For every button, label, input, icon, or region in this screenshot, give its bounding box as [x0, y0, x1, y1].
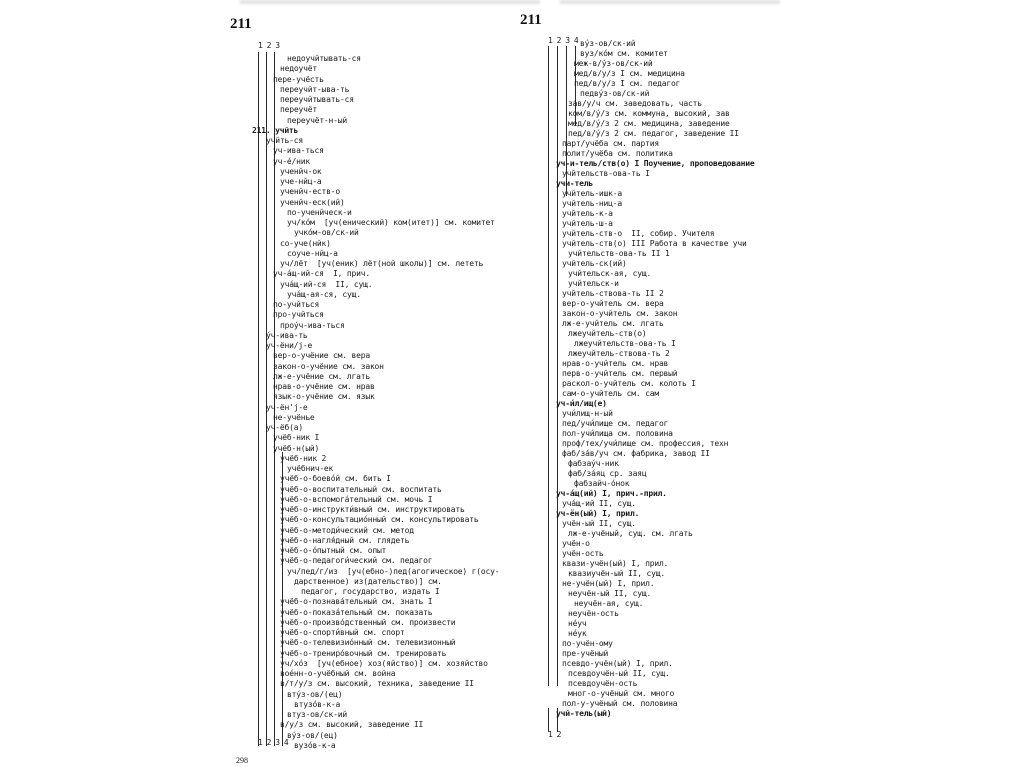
entry-line: учёб-о-педагоги́ческий см. педагог: [280, 556, 433, 566]
entry-line: уч-и́л/ищ(е): [556, 399, 607, 408]
entry-line: по-учйться: [273, 300, 320, 309]
entry-line: учйтель-ишк-а: [562, 189, 623, 198]
entry-line: переучйт-ыва-ть: [280, 84, 350, 94]
entry-line: уч/хо́з [уч(ебное) хоз(яйство)] см. хозяйство: [280, 658, 488, 668]
entry-line: учи-тель: [556, 179, 593, 188]
entry-line: учёб-о-произво́дственный см. произвести: [280, 617, 456, 627]
entry-line: учйтель-ств(о) III Работа в качестве учи: [562, 239, 747, 248]
entry-line: по-ученйческ-и: [287, 207, 352, 217]
entry-line: пол-у-учёный см. половина: [562, 699, 678, 708]
entry-line: учйтельск-ая, сущ.: [568, 269, 652, 278]
entry-line: уч-а́щ(ий) I, прич.-прил.: [556, 489, 667, 498]
entry-line: мед/в/у́/з 2 см. медицина, заведение: [568, 119, 730, 128]
entry-line: учйтель-ствова-ть II 2: [562, 289, 664, 298]
rail-1-foot: [548, 708, 549, 732]
entry-line: не-учёнье: [273, 412, 315, 422]
rail-2: [557, 46, 558, 686]
column-header: 1 2 3 4: [548, 36, 579, 45]
entry-line: учёб-о-нагля́дный см. глядеть: [280, 535, 410, 545]
entry-line: лжеучйтель-ствова-ть 2: [568, 349, 670, 358]
entry-line: уч-ён(ый) I, прил.: [556, 509, 640, 518]
entry-line: лж-е-учйтель см. лгать: [562, 319, 664, 328]
entry-line: пед/в/у́/з 2 см. педагог, заведение II: [568, 129, 739, 138]
right-page: [520, 0, 760, 767]
entry-line: не́уч: [568, 619, 587, 628]
entry-line: перв-о-учйтель см. первый: [562, 369, 678, 378]
entry-line: квазиучён-ый II, сущ.: [568, 569, 665, 578]
entry-line: учёб-о-методи́ческий см. метод: [280, 525, 414, 535]
entry-line: у́ч-ива-ть: [266, 330, 308, 340]
entry-line: проу́ч-ива-ться: [280, 320, 345, 330]
entry-line: фабзау́ч-ник: [568, 459, 619, 468]
entry-line: учёб-о-показа́тельный см. показать: [280, 607, 433, 617]
entry-line: переучёт: [280, 105, 317, 115]
entry-line: учён-ость: [562, 549, 604, 558]
entry-line: фаб/за́яц ср. заяц: [568, 469, 647, 478]
rail-1: [548, 46, 549, 686]
entry-line: раскол-о-учйтель см. колоть I: [562, 379, 696, 388]
entry-line: 211. учйть: [252, 125, 299, 135]
entry-line: лжеучйтель-ств(о): [568, 329, 647, 338]
entry-line: мног-о-учёный см. много: [568, 689, 675, 698]
entry-line: ву́з-ов/(ец): [287, 730, 338, 740]
entry-line: мед/в/у/з I см. медицина: [574, 69, 685, 78]
entry-line: пол-учи́лища см. половина: [562, 429, 673, 438]
page-number: 211: [230, 16, 252, 32]
entry-line: учёб-о-трениро́вочный см. тренировать: [280, 648, 447, 658]
entry-line: вту́з-ов/(ец): [287, 689, 343, 699]
entry-line: уч-ён'j-е: [266, 402, 308, 412]
entry-line: уч/лёт [уч(еник) лёт(ной школы)] см. лететь: [280, 259, 484, 268]
entry-line: учёб-о-спорти́вный см. спорт: [280, 628, 405, 637]
entry-line: учйтельств-ова-ть I: [562, 169, 650, 178]
entry-line: уч/пед/г/из [уч(ебно-)пед(агогическое) г(осу-: [287, 566, 500, 576]
entry-line: уч-ёб(а): [266, 423, 303, 432]
entry-line: дарственное) из(дательство)] см.: [294, 576, 442, 586]
entry-line: пед/в/у/з I см. педагог: [574, 79, 681, 88]
entry-line: учён-ый II, сущ.: [562, 519, 636, 528]
entry-line: ученйч-еск(ий): [280, 197, 345, 207]
entry-line: учёб-ник 2: [280, 453, 327, 463]
entry-line: переучйтывать-ся: [280, 95, 354, 104]
entry-line: учёбнич-ек: [287, 464, 334, 473]
entry-line: недоучйтывать-ся: [287, 54, 361, 63]
entry-line: неучён-ая, сущ.: [574, 599, 644, 608]
entry-line: лж-е-учёние см. лгать: [273, 371, 370, 381]
entry-line: за́в/у/ч см. заведовать, часть: [568, 99, 702, 108]
entry-line: ученйч-ок: [280, 166, 322, 176]
entry-line: закон-о-учёние см. закон: [273, 361, 384, 371]
entry-line: нрав-о-учйтель см. нрав: [562, 359, 669, 368]
entry-line: уч-и-тель/ств(о) I Поучение, проповедование: [556, 159, 755, 168]
entry-line: вое́нн-о-учёбный см. война: [280, 669, 396, 678]
entry-line: учйтельск-и: [568, 279, 619, 288]
entry-line: уч-а́щ-ий-ся I, прич.: [273, 269, 370, 279]
entry-line: полит/учёба см. политика: [562, 149, 673, 158]
entry-line: учёб-о-боево́й см. бить I: [280, 474, 391, 484]
entry-line: уче-нйц-а: [280, 177, 322, 186]
entry-line: в/у/з см. высокий, заведение II: [280, 720, 424, 730]
entry-line: не-учён(ый) I, прил.: [562, 579, 655, 588]
entry-line: учйтель-ск(ий): [562, 259, 627, 268]
entry-line: недоучёт: [280, 64, 317, 74]
entry-line: уч-е́/ник: [273, 156, 310, 166]
entry-line: псевдоучён-ый II, сущ.: [568, 669, 670, 678]
entry-line: уча́щ-ая-ся, сущ.: [287, 289, 361, 299]
entry-line: в/т/у/з см. высокий, техника, заведение II: [280, 679, 474, 689]
rail-2: [266, 52, 267, 746]
entry-line: ву́з-ов/ск-ий: [580, 39, 636, 48]
entry-line: учёб-о-инструкти́вный см. инструктировать: [280, 505, 465, 514]
entry-line: парт/учёба см. партия: [562, 139, 659, 148]
entry-line: уча́щ-ий-ся II, сущ.: [280, 279, 373, 289]
column-header: 1 2 3: [258, 41, 281, 50]
entry-line: учйтель-к-а: [562, 209, 613, 218]
entry-line: педагог, государство, издать I: [301, 587, 440, 596]
entry-line: учёб-ник I: [273, 433, 320, 443]
column-footer: 1 2: [548, 730, 562, 739]
entry-line: учёб-о-вспомога́тельный см. мочь I: [280, 494, 433, 504]
entry-line: лж-е-учёный, сущ. см. лгать: [568, 529, 693, 538]
entry-line: учёб-о-телевизио́нный см. телевизионный: [280, 638, 456, 648]
entry-line: лжеучйтельств-ова-ть I: [574, 339, 676, 348]
entry-line: неучён-ость: [568, 609, 619, 618]
entry-line: меж-в/у́з-ов/ск-ий: [574, 59, 653, 68]
entry-line: про-учйться: [273, 310, 324, 320]
entry-line: учйть-ся: [266, 136, 303, 145]
entry-line: псевдо-учён(ый) I, прил.: [562, 659, 673, 668]
entry-line: уч/ко́м [уч(енический) ком(итет)] см. комитет: [287, 218, 495, 227]
entry-line: учёб-н(ый): [273, 443, 320, 453]
entry-line: учёб-о-воспитательный см. воспитать: [280, 484, 442, 494]
entry-line: педву́з-ов/ск-ий: [580, 89, 650, 98]
entry-line: не́ук: [568, 629, 587, 638]
entry-line: по-учён-ому: [562, 639, 613, 648]
entry-line: вузо́в-к-а: [294, 740, 336, 750]
entry-line: учёб-о-консультацио́нный см. консультировать: [280, 515, 479, 525]
entry-line: пре-учёный: [562, 649, 609, 658]
entry-line: переучёт-н-ый: [287, 115, 348, 125]
entry-line: со-уче(нйк): [280, 238, 331, 248]
entry-line: ком/в/у́/з см. коммуна, высокий, зав: [568, 109, 730, 118]
entry-line: пед/учи́лище см. педагог: [562, 419, 669, 428]
entry-line: вер-о-учйтель см. вера: [562, 299, 664, 308]
entry-line: учён-о: [562, 539, 590, 548]
entry-line: учй-тель(ый): [556, 709, 612, 718]
entry-line: учёб-о-о́пытный см. опыт: [280, 546, 387, 555]
left-page: [200, 0, 520, 767]
entry-line: уч-ёни/j-е: [266, 341, 313, 350]
entry-line: псевдоучён-ость: [568, 679, 638, 688]
entry-line: фаб/за́в/уч см. фабрика, завод II: [562, 449, 710, 458]
entry-line: проф/тех/учи́лище см. профессия, техн: [562, 439, 729, 448]
entry-line: квази-учён(ый) I, прил.: [562, 559, 669, 568]
entry-line: фабзайч-о́нок: [574, 479, 630, 488]
entry-line: уча́щ-ий II, сущ.: [562, 499, 636, 508]
entry-line: втуз-ов/ск-ий: [287, 710, 348, 719]
entry-line: язык-о-учёние см. язык: [273, 392, 375, 402]
rail-1: [258, 52, 259, 746]
entry-line: уч-ива-ться: [273, 146, 324, 156]
entry-line: сам-о-учйтель см. сам: [562, 389, 659, 398]
entry-line: учйтельств-ова-ть II 1: [568, 249, 670, 258]
entry-line: вуз/ко́м см. комитет: [580, 49, 668, 58]
entry-line: учйтель-ств-о II, собир. Учителя: [562, 229, 715, 238]
entry-line: закон-о-учйтель см. закон: [562, 309, 678, 318]
entry-line: соуче-нйц-а: [287, 248, 338, 258]
column-footer: 1 2 3 4: [258, 738, 289, 747]
entry-line: ученйч-еств-о: [280, 187, 341, 197]
page-number: 211: [520, 12, 542, 28]
entry-line: вер-о-учёние см. вера: [273, 351, 370, 361]
entry-line: учко́м-ов/ск-ий: [294, 228, 359, 238]
entry-line: учйтель-ш-а: [562, 219, 613, 228]
entry-line: учйтель-ниц-а: [562, 199, 623, 208]
entry-line: втузо́в-к-а: [294, 699, 341, 709]
entry-line: неучён-ый II, сущ.: [568, 589, 652, 598]
entry-line: учи́лищ-н-ый: [562, 409, 613, 418]
entry-line: нрав-о-учёние см. нрав: [273, 382, 375, 391]
entry-line: пере-учёсть: [273, 74, 324, 84]
folio: 298: [236, 756, 248, 765]
entry-line: учёб-о-познава́тельный см. знать I: [280, 597, 433, 607]
